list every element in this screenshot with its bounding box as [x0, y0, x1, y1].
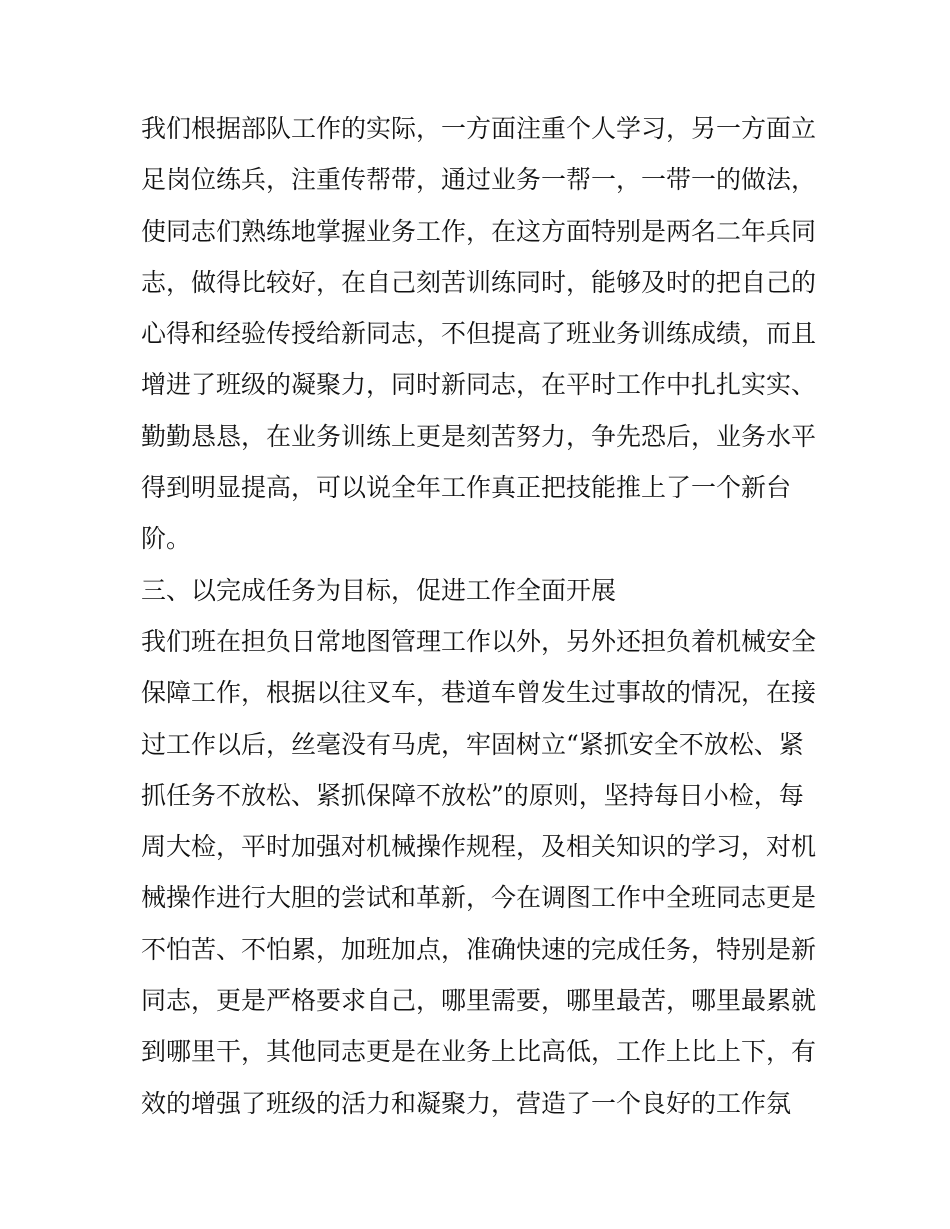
text-line: 效的增强了班级的活力和凝聚力，营造了一个良好的工作氛	[141, 1088, 792, 1118]
text-line: 周大检，平时加强对机械操作规程，及相关知识的学习，对机	[141, 832, 817, 862]
text-line: 足岗位练兵，注重传帮带，通过业务一帮一，一带一的做法，	[141, 165, 817, 195]
text-line: 我们班在担负日常地图管理工作以外，另外还担负着机械安全	[141, 626, 817, 656]
text-line: 到哪里干，其他同志更是在业务上比高低，工作上比上下，有	[141, 1037, 817, 1067]
text-line: 保障工作，根据以往叉车，巷道车曾发生过事故的情况，在接	[141, 678, 817, 708]
text-line: 过工作以后，丝毫没有马虎，牢固树立“紧抓安全不放松、紧	[141, 729, 804, 759]
section-heading: 三、以完成任务为目标，促进工作全面开展	[141, 575, 617, 605]
text-line: 使同志们熟练地掌握业务工作，在这方面特别是两名二年兵同	[141, 216, 817, 246]
text-line: 心得和经验传授给新同志，不但提高了班业务训练成绩，而且	[141, 319, 817, 349]
text-line: 我们根据部队工作的实际，一方面注重个人学习，另一方面立	[141, 114, 817, 143]
text-line: 志，做得比较好，在自己刻苦训练同时，能够及时的把自己的	[141, 267, 817, 297]
body-text	[141, 103, 821, 1129]
text-line: 抓任务不放松、紧抓保障不放松”的原则，坚持每日小检，每	[141, 780, 804, 810]
text-line: 增进了班级的凝聚力，同时新同志，在平时工作中扎扎实实、	[141, 370, 817, 400]
text-line: 械操作进行大胆的尝试和革新，今在调图工作中全班同志更是	[141, 883, 817, 913]
text-line: 阶。	[141, 524, 192, 554]
text-line: 勤勤恳恳，在业务训练上更是刻苦努力，争先恐后，业务水平	[141, 421, 817, 451]
text-line: 同志，更是严格要求自己，哪里需要，哪里最苦，哪里最累就	[141, 986, 817, 1016]
text-line: 得到明显提高，可以说全年工作真正把技能推上了一个新台	[141, 473, 792, 503]
text-line: 不怕苦、不怕累，加班加点，准确快速的完成任务，特别是新	[141, 934, 817, 964]
